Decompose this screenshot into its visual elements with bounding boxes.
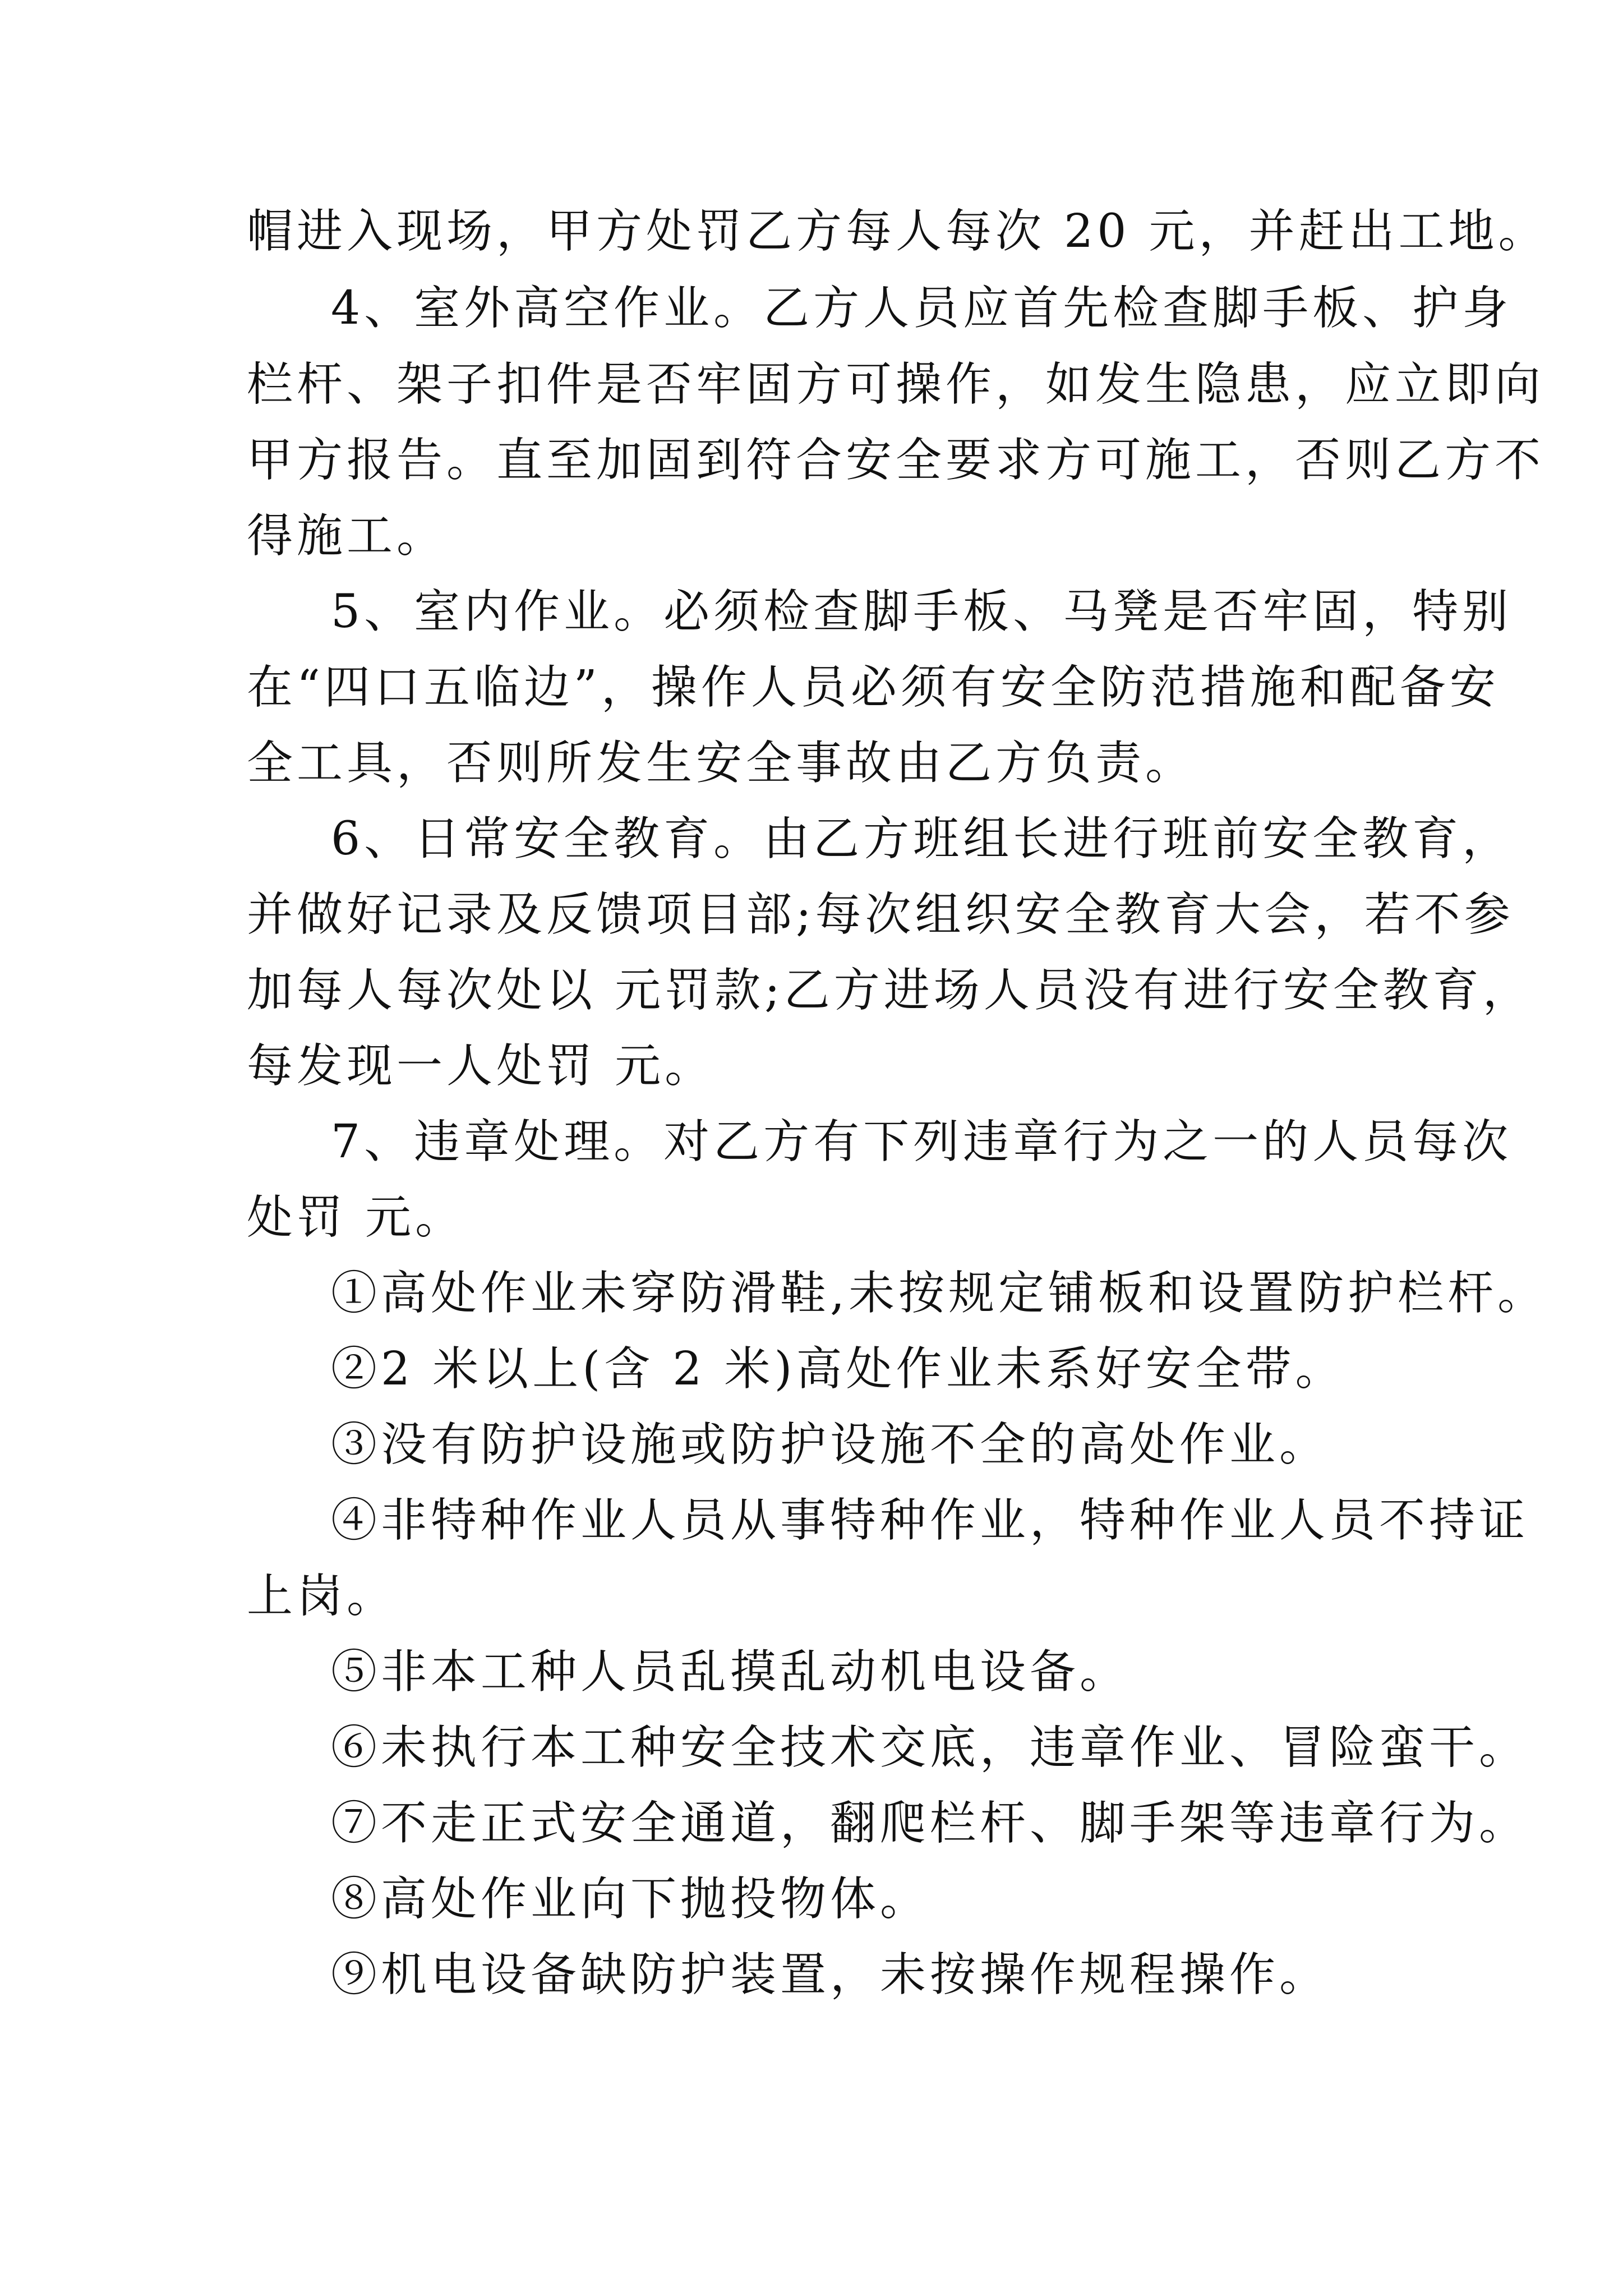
text-line: ⑨机电设备缺防护装置，未按操作规程操作。 <box>331 1948 1330 2001</box>
text-line: ④非特种作业人员从事特种作业，特种作业人员不持证 <box>331 1494 1529 1547</box>
text-line: ⑧高处作业向下抛投物体。 <box>331 1872 930 1926</box>
text-line: 并做好记录及反馈项目部;每次组织安全教育大会，若不参 <box>247 888 1514 941</box>
text-line: 上岗。 <box>247 1570 397 1623</box>
text-line: 甲方报告。直至加固到符合安全要求方可施工，否则乙方不 <box>247 434 1545 487</box>
text-line: 处罚 元。 <box>247 1191 465 1244</box>
text-line: ②2 米以上(含 2 米)高处作业未系好安全带。 <box>331 1342 1345 1396</box>
text-line: 栏杆、架子扣件是否牢固方可操作，如发生隐患，应立即向 <box>247 358 1545 411</box>
text-line: ⑥未执行本工种安全技术交底，违章作业、冒险蛮干。 <box>331 1721 1529 1774</box>
text-line: 加每人每次处以 元罚款;乙方进场人员没有进行安全教育， <box>247 964 1533 1017</box>
text-line: 5、室内作业。必须检查脚手板、马凳是否牢固，特别 <box>331 585 1513 638</box>
text-line: 全工具，否则所发生安全事故由乙方负责。 <box>247 737 1196 790</box>
text-line: 6、日常安全教育。由乙方班组长进行班前安全教育， <box>331 812 1513 866</box>
text-line: 得施工。 <box>247 509 447 563</box>
text-line: 7、违章处理。对乙方有下列违章行为之一的人员每次 <box>331 1115 1513 1168</box>
text-line: ③没有防护设施或防护设施不全的高处作业。 <box>331 1418 1330 1471</box>
text-line: ①高处作业未穿防滑鞋,未按规定铺板和设置防护栏杆。 <box>331 1267 1548 1320</box>
text-line: 在“四口五临边”，操作人员必须有安全防范措施和配备安 <box>247 661 1500 714</box>
text-line: ⑤非本工种人员乱摸乱动机电设备。 <box>331 1645 1130 1699</box>
text-line: ⑦不走正式安全通道，翻爬栏杆、脚手架等违章行为。 <box>331 1797 1529 1850</box>
text-line: 4、室外高空作业。乙方人员应首先检查脚手板、护身 <box>331 282 1513 335</box>
text-line: 帽进入现场，甲方处罚乙方每人每次 20 元，并赶出工地。 <box>247 205 1548 258</box>
text-line: 每发现一人处罚 元。 <box>247 1039 715 1093</box>
